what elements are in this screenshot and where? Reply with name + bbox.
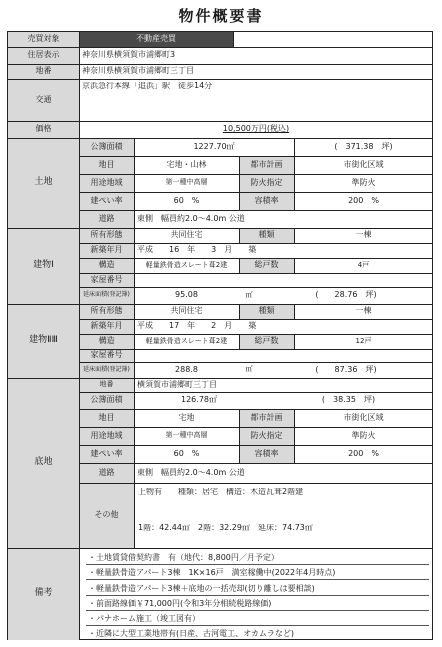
divider — [8, 64, 433, 65]
divider — [134, 378, 135, 548]
divider — [79, 273, 433, 274]
divider — [86, 595, 429, 596]
bldg23-owner-label: 所有形態 — [79, 304, 134, 319]
divider — [79, 362, 433, 363]
bldg23-kind-label: 種類 — [239, 304, 294, 319]
divider — [8, 79, 433, 80]
bldg1-houseno — [134, 273, 433, 287]
remark-item: ・軽量鉄骨造アパート3棟＋底地の一括売却(切り離しは要相談) — [88, 584, 315, 593]
sale-type-label: 売買対象 — [8, 32, 79, 47]
bldg1-units-label: 総戸数 — [239, 258, 294, 273]
divider — [294, 138, 295, 210]
divider — [8, 378, 433, 379]
land2-fire: 準防火 — [351, 430, 376, 440]
land-area-m2: 1227.70㎡ — [193, 141, 235, 151]
document-title: 物件概要書 — [178, 7, 264, 25]
land2-plan: 市街化区域 — [343, 412, 384, 422]
bldg23-owner: 共同住宅 — [170, 306, 203, 316]
bldg1-built-label: 新築年月 — [79, 243, 134, 258]
bldg23-struct-label: 構造 — [79, 334, 134, 349]
divider — [86, 625, 429, 626]
land2-section-label: 底地 — [8, 378, 79, 548]
land2-other-line1: 上物有 種類：居宅 構造：木造瓦葺2階建 — [138, 488, 304, 496]
bldg1-units: 4戸 — [357, 260, 370, 269]
land-zoning-label: 用途地域 — [79, 174, 134, 192]
divider — [294, 258, 295, 273]
land-chimoku: 宅地・山林 — [166, 159, 207, 169]
remark-item: ・前面路線価￥71,000円(令和3年分相続税路線価) — [88, 599, 272, 608]
lot-value: 神奈川県横須賀市浦郷町三丁目 — [82, 66, 194, 76]
land2-zoning-label: 用途地域 — [79, 427, 134, 445]
land2-lot: 横須賀市浦郷町三丁目 — [137, 379, 217, 389]
remarks-section-label: 備考 — [8, 548, 79, 640]
bldg1-owner-label: 所有形態 — [79, 228, 134, 243]
land-fire: 準防火 — [351, 177, 376, 187]
land2-chimoku-label: 地目 — [79, 409, 134, 427]
divider — [79, 349, 433, 350]
land-zoning: 第一種中高層 — [165, 178, 208, 187]
divider — [294, 409, 295, 463]
divider — [134, 304, 135, 378]
divider — [134, 138, 135, 228]
bldg23-houseno-label: 家屋番号 — [79, 349, 134, 362]
divider — [8, 548, 433, 549]
land2-road-label: 道路 — [79, 463, 134, 483]
bldg1-built: 平成 16 年 3 月 築 — [137, 245, 257, 255]
land-area-tsubo: ( 371.38 坪) — [334, 141, 393, 151]
land-road: 東側 幅員約2.0～4.0m 公道 — [137, 213, 245, 223]
divider — [134, 228, 135, 304]
divider — [79, 174, 433, 175]
bldg23-built-label: 新築年月 — [79, 319, 134, 334]
land2-plan-label: 都市計画 — [239, 409, 294, 427]
divider — [79, 334, 433, 335]
bldg1-section-label: 建物Ⅰ — [8, 228, 79, 304]
land2-zoning: 第一種中高層 — [165, 431, 208, 440]
bldg1-struct-label: 構造 — [79, 258, 134, 273]
land2-lot-label: 地番 — [79, 378, 134, 392]
transport-label: 交通 — [8, 79, 79, 121]
price-value: 10,500万円(税込) — [222, 124, 290, 134]
bldg1-struct: 軽量鉄骨造スレート葺2建 — [145, 260, 228, 269]
bldg1-houseno-label: 家屋番号 — [79, 273, 134, 287]
divider — [8, 228, 433, 229]
land-coverage-label: 建ぺい率 — [79, 192, 134, 210]
summary-table — [7, 31, 433, 640]
land2-area-label: 公簿面積 — [79, 392, 134, 409]
divider — [79, 445, 433, 446]
lot-label: 地番 — [8, 64, 79, 79]
bldg23-floor-label: 延床面積(登記簿) — [79, 362, 134, 378]
land-far-label: 容積率 — [239, 192, 294, 210]
land2-road: 東側 幅員約2.0～4.0m 公道 — [137, 467, 245, 477]
divider — [79, 427, 433, 428]
divider — [8, 121, 433, 122]
land2-area-tsubo: ( 38.35 坪) — [321, 395, 376, 405]
price-label: 価格 — [8, 121, 79, 138]
bldg23-floor-unit: ㎡ — [245, 365, 253, 374]
address-value: 神奈川県横須賀市浦郷町3 — [82, 50, 176, 60]
divider — [86, 610, 429, 611]
divider — [239, 334, 240, 349]
bldg23-kind: 一棟 — [355, 306, 372, 316]
bldg23-floor-tsubo: ( 87.36 坪) — [315, 364, 377, 374]
divider — [79, 243, 433, 244]
bldg23-floor-m2: 288.8 — [175, 364, 198, 374]
land-road-label: 道路 — [79, 210, 134, 228]
land-chimoku-label: 地目 — [79, 156, 134, 174]
divider — [79, 409, 433, 410]
divider — [8, 47, 433, 48]
divider — [294, 334, 295, 349]
divider — [239, 156, 240, 210]
bldg23-units-label: 総戸数 — [239, 334, 294, 349]
land-section-label: 土地 — [8, 138, 79, 228]
bldg1-floor-tsubo: ( 28.76 坪) — [315, 290, 377, 300]
address-label: 住居表示 — [8, 47, 79, 64]
bldg1-kind-label: 種類 — [239, 228, 294, 243]
divider — [79, 156, 433, 157]
land-fire-label: 防火指定 — [239, 174, 294, 192]
divider — [79, 392, 433, 393]
bldg1-owner: 共同住宅 — [170, 230, 203, 240]
land2-chimoku: 宅地 — [178, 412, 195, 422]
divider — [294, 304, 295, 319]
bldg1-kind: 一棟 — [355, 230, 372, 240]
bldg1-floor-unit: ㎡ — [245, 290, 253, 299]
divider — [239, 304, 240, 319]
land-far: 200 % — [348, 195, 379, 205]
land2-other-label: その他 — [79, 483, 134, 548]
land-area-label: 公簿面積 — [79, 138, 134, 156]
bldg23-houseno — [134, 349, 433, 362]
divider — [8, 304, 433, 305]
remark-item: ・土地賃貸借契約書 有（地代：8,800円／月予定） — [88, 553, 279, 562]
land2-coverage: 60 % — [173, 448, 200, 458]
divider — [79, 258, 433, 259]
divider — [79, 319, 433, 320]
bldg23-built: 平成 17 年 2 月 築 — [137, 321, 257, 331]
remark-item: ・軽量鉄骨造アパート3棟 1K×16戸 満室稼働中(2022年4月時点) — [88, 568, 336, 577]
divider — [79, 192, 433, 193]
divider — [86, 564, 429, 565]
divider — [79, 463, 433, 464]
divider — [239, 258, 240, 273]
divider — [79, 210, 433, 211]
divider — [294, 228, 295, 243]
bldg23-units: 12戸 — [355, 336, 372, 345]
bldg23-struct: 軽量鉄骨造スレート葺2建 — [145, 336, 228, 345]
land2-far: 200 % — [348, 448, 379, 458]
divider — [86, 579, 429, 580]
divider — [239, 409, 240, 463]
land2-coverage-label: 建ぺい率 — [79, 445, 134, 463]
bldg1-floor-label: 延床面積(登記簿) — [79, 287, 134, 304]
land-plan-label: 都市計画 — [239, 156, 294, 174]
land-coverage: 60 % — [173, 195, 200, 205]
land2-area-m2: 126.78㎡ — [181, 395, 217, 405]
land-plan: 市街化区域 — [343, 159, 384, 169]
land2-far-label: 容積率 — [239, 445, 294, 463]
sale-type-value: 不動産売買 — [79, 32, 233, 47]
bldg23-section-label: 建物ⅡⅢ — [8, 304, 79, 378]
land2-fire-label: 防火指定 — [239, 427, 294, 445]
divider — [79, 287, 433, 288]
divider — [79, 483, 433, 484]
transport-value: 京浜急行本線「追浜」駅 徒歩14分 — [82, 82, 213, 90]
remark-item: ・パナホーム施工（竣工図有） — [88, 614, 200, 623]
divider — [8, 138, 433, 139]
remark-item: ・近隣に大型工業地帯有(日産、古河電工、オカムラなど) — [88, 629, 294, 638]
divider — [233, 32, 234, 47]
divider — [239, 228, 240, 243]
bldg1-floor-m2: 95.08 — [175, 290, 198, 300]
land2-other-line2: 1階：42.44㎡ 2階：32.29㎡ 延床：74.73㎡ — [138, 524, 313, 532]
